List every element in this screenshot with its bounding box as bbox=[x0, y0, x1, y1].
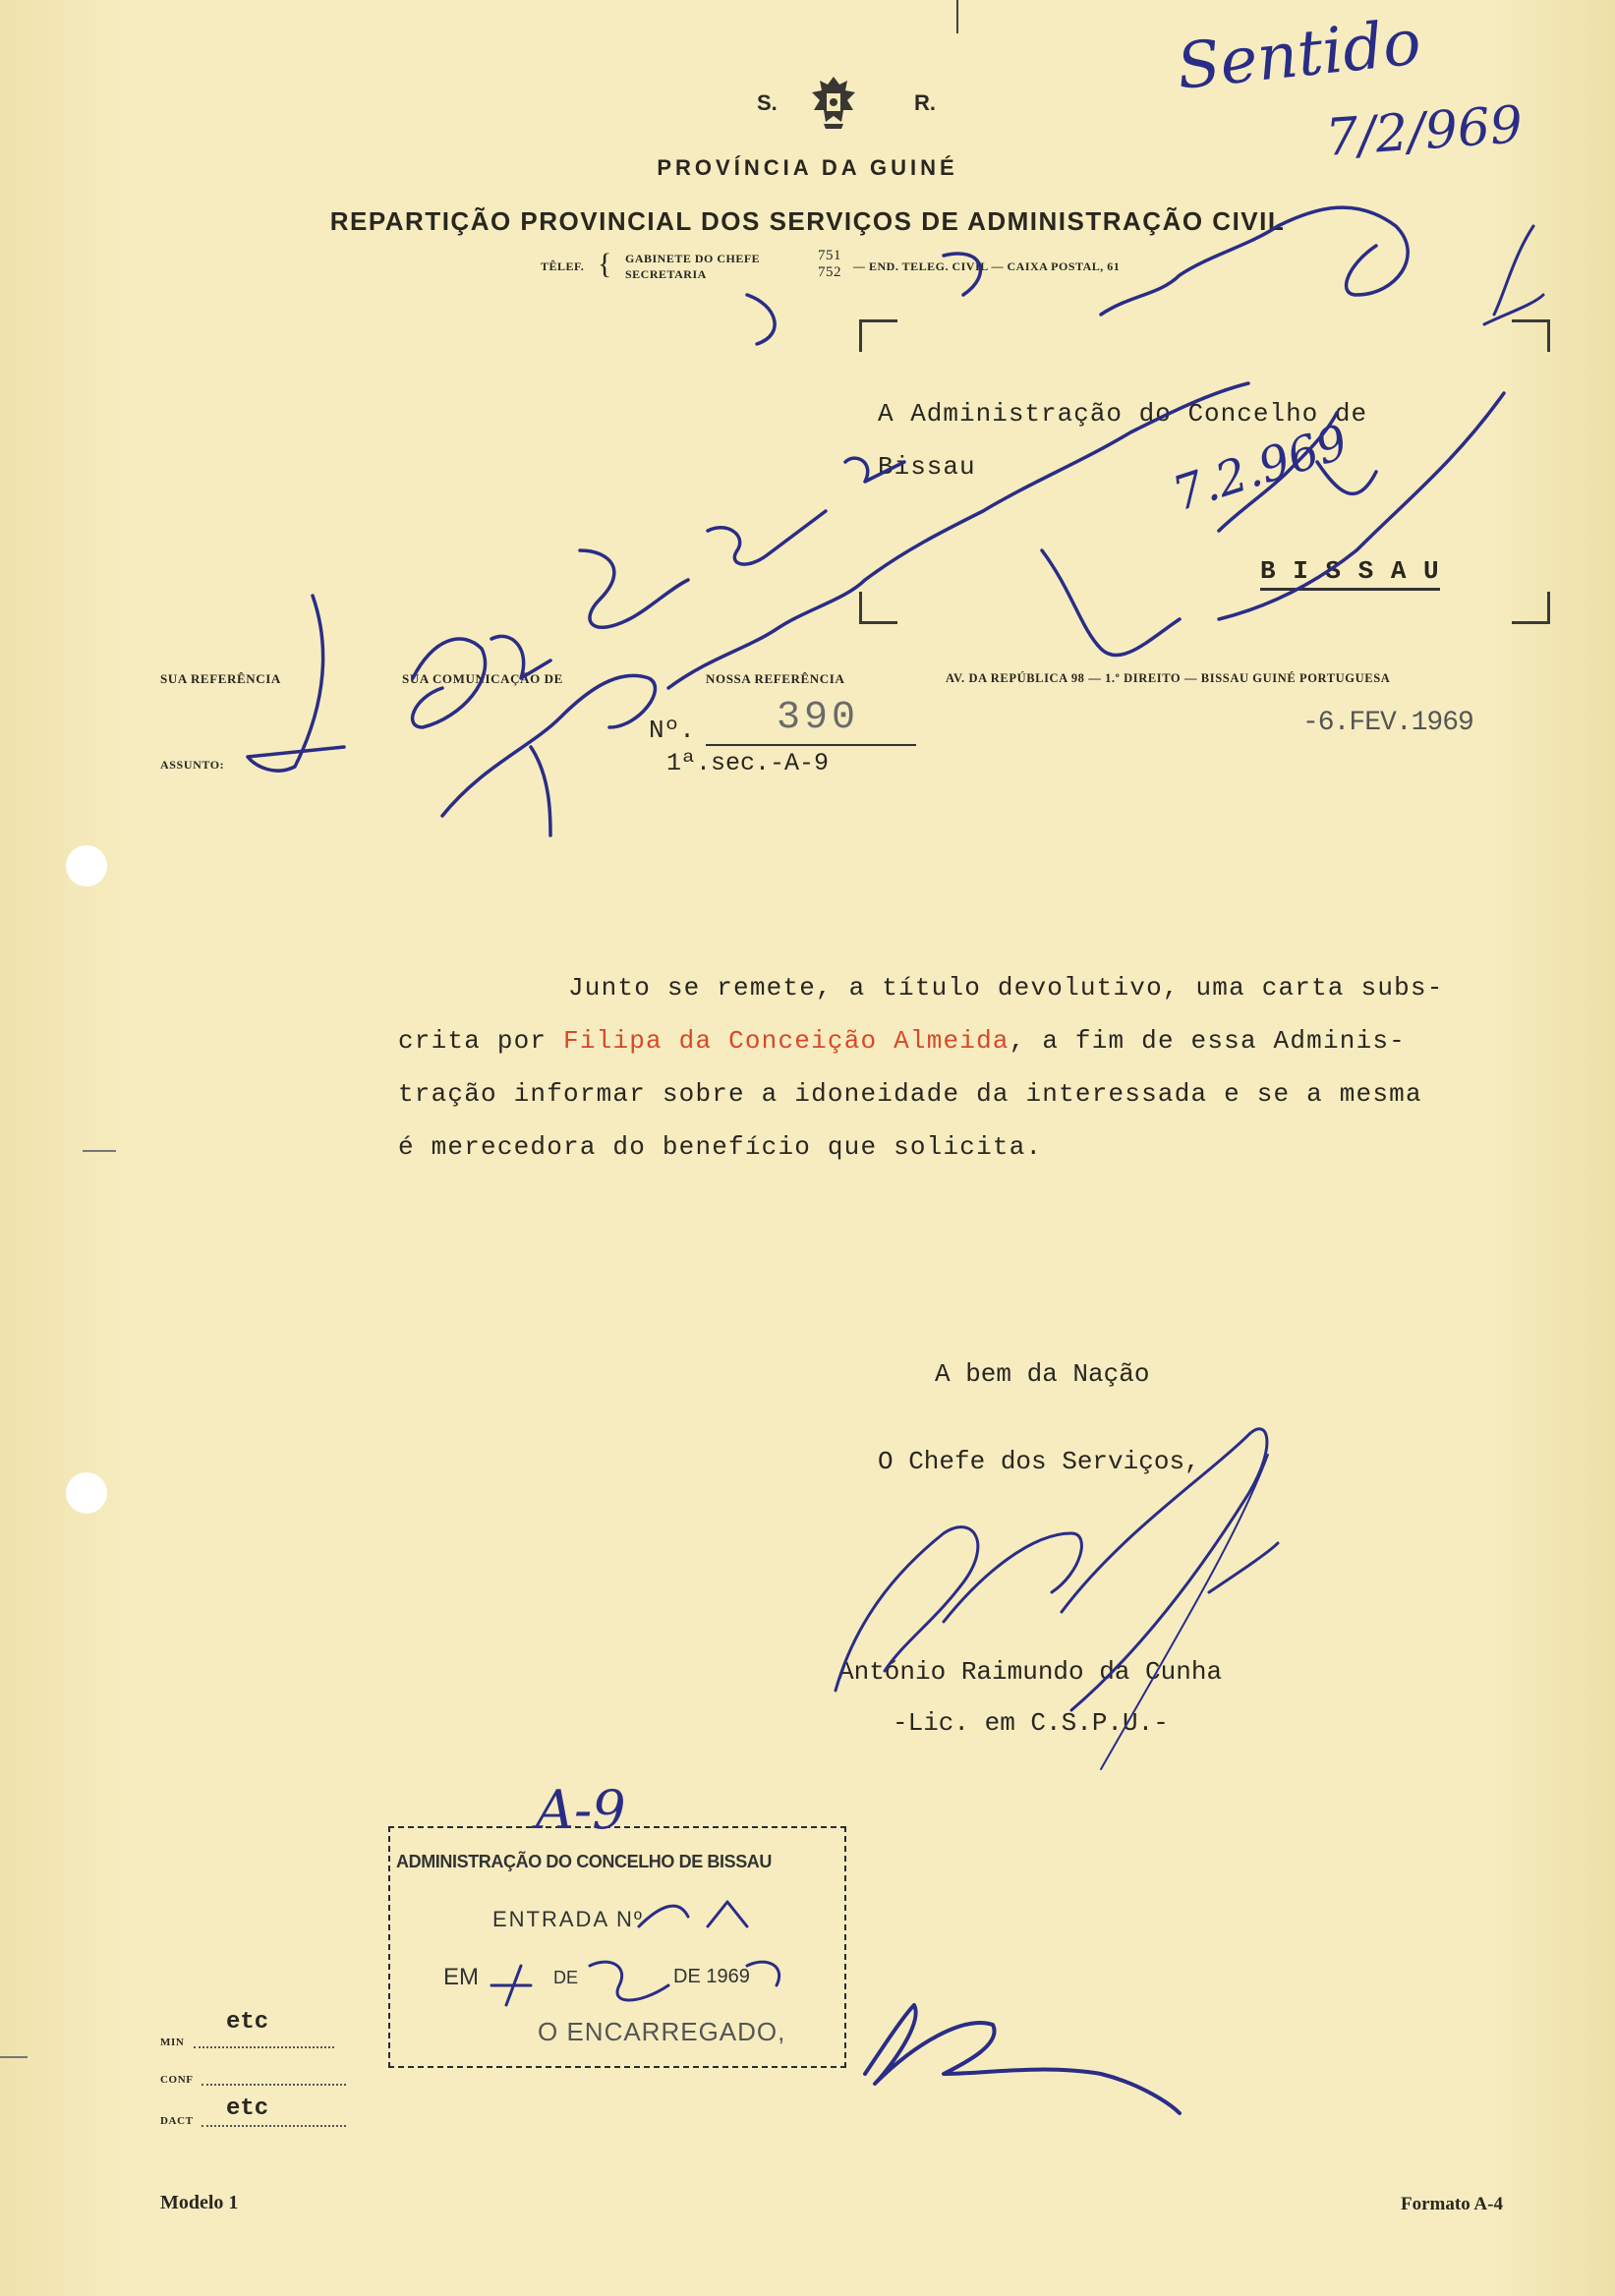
handwritten-top-note-2: 7/2/969 bbox=[1323, 95, 1525, 168]
secretaria-number: 752 bbox=[818, 264, 841, 280]
assunto-label: ASSUNTO: bbox=[160, 758, 225, 772]
stamp-header: ADMINISTRAÇÃO DO CONCELHO DE BISSAU bbox=[396, 1852, 773, 1871]
section-ref: 1ª.sec.-A-9 bbox=[666, 749, 830, 777]
model-label: Modelo 1 bbox=[160, 2192, 239, 2213]
date-stamp: -6.FEV.1969 bbox=[1302, 708, 1473, 738]
handwritten-top-note-1: Sentido bbox=[1173, 6, 1424, 104]
rubric-signature bbox=[865, 2005, 1180, 2113]
office-address: AV. DA REPÚBLICA 98 — 1.º DIREITO — BISSAU GUINÉ PORTUGUESA bbox=[946, 671, 1391, 685]
sua-referencia-label: SUA REFERÊNCIA bbox=[160, 671, 281, 686]
sua-comunicacao-label: SUA COMUNICAÇÃO DE bbox=[402, 671, 563, 686]
stamp-fill-ins bbox=[491, 1902, 779, 2005]
conf-label: CONF bbox=[160, 2074, 194, 2086]
body-line-4: é merecedora do benefício que solicita. bbox=[398, 1132, 1043, 1162]
recipient-line-2: Bissau bbox=[878, 452, 976, 482]
secretaria-label: SECRETARIA bbox=[625, 267, 707, 281]
recipient-line-1: A Administração do Concelho de bbox=[878, 399, 1368, 429]
body-line-3: tração informar sobre a idoneidade da interessada e se a mesma bbox=[398, 1079, 1422, 1109]
handwritten-date-note: 7.2.969 bbox=[1166, 414, 1355, 523]
telegraph-line: — END. TELEG. CIVIL — CAIXA POSTAL, 61 bbox=[853, 259, 1121, 273]
handwritten-dispatch bbox=[248, 207, 1543, 835]
header-s: S. bbox=[757, 90, 778, 115]
stamp-em-label: EM bbox=[443, 1964, 479, 1990]
province-title: PROVÍNCIA DA GUINÉ bbox=[657, 155, 958, 180]
body-line-2-post: , a fim de essa Adminis- bbox=[1009, 1026, 1406, 1056]
stamp-entrada-label: ENTRADA Nº bbox=[492, 1907, 644, 1931]
nossa-referencia-label: NOSSA REFERÊNCIA bbox=[706, 671, 845, 686]
format-label: Formato A-4 bbox=[1401, 2194, 1503, 2214]
gabinete-number: 751 bbox=[818, 248, 841, 263]
telef-label: TÊLEF. bbox=[541, 259, 585, 273]
recipient-city: B I S S A U bbox=[1260, 556, 1440, 591]
min-value: etc bbox=[226, 2009, 269, 2036]
dact-label: DACT bbox=[160, 2115, 194, 2127]
signatory-credential: -Lic. em C.S.P.U.- bbox=[893, 1708, 1169, 1738]
body-line-1-text: Junto se remete, a título devolutivo, uma carta subs- bbox=[568, 973, 1444, 1003]
signatory-title: O Chefe dos Serviços, bbox=[878, 1447, 1200, 1476]
stamp-encarregado: O ENCARREGADO, bbox=[538, 2017, 786, 2046]
header-r: R. bbox=[914, 90, 936, 115]
handwritten-stamp-ref: A-9 bbox=[536, 1779, 626, 1841]
signatory-name: António Raimundo da Cunha bbox=[838, 1657, 1223, 1687]
department-title: REPARTIÇÃO PROVINCIAL DOS SERVIÇOS DE ADMINISTRAÇÃO CIVIL bbox=[329, 206, 1286, 236]
min-label: MIN bbox=[160, 2037, 185, 2048]
dact-value: etc bbox=[226, 2095, 269, 2122]
applicant-name: Filipa da Conceição Almeida bbox=[563, 1026, 1009, 1056]
stamp-de-1: DE bbox=[553, 1968, 579, 1987]
signatory-signature bbox=[836, 1429, 1278, 1769]
body-line-2-pre: crita por bbox=[398, 1026, 548, 1056]
numero-label: Nº. bbox=[649, 716, 695, 745]
brace: { bbox=[598, 248, 612, 280]
numero-value: 390 bbox=[777, 696, 860, 740]
salutation: A bem da Nação bbox=[935, 1359, 1150, 1389]
gabinete-label: GABINETE DO CHEFE bbox=[625, 252, 761, 265]
stamp-de-2: DE 1969 bbox=[673, 1966, 750, 1987]
